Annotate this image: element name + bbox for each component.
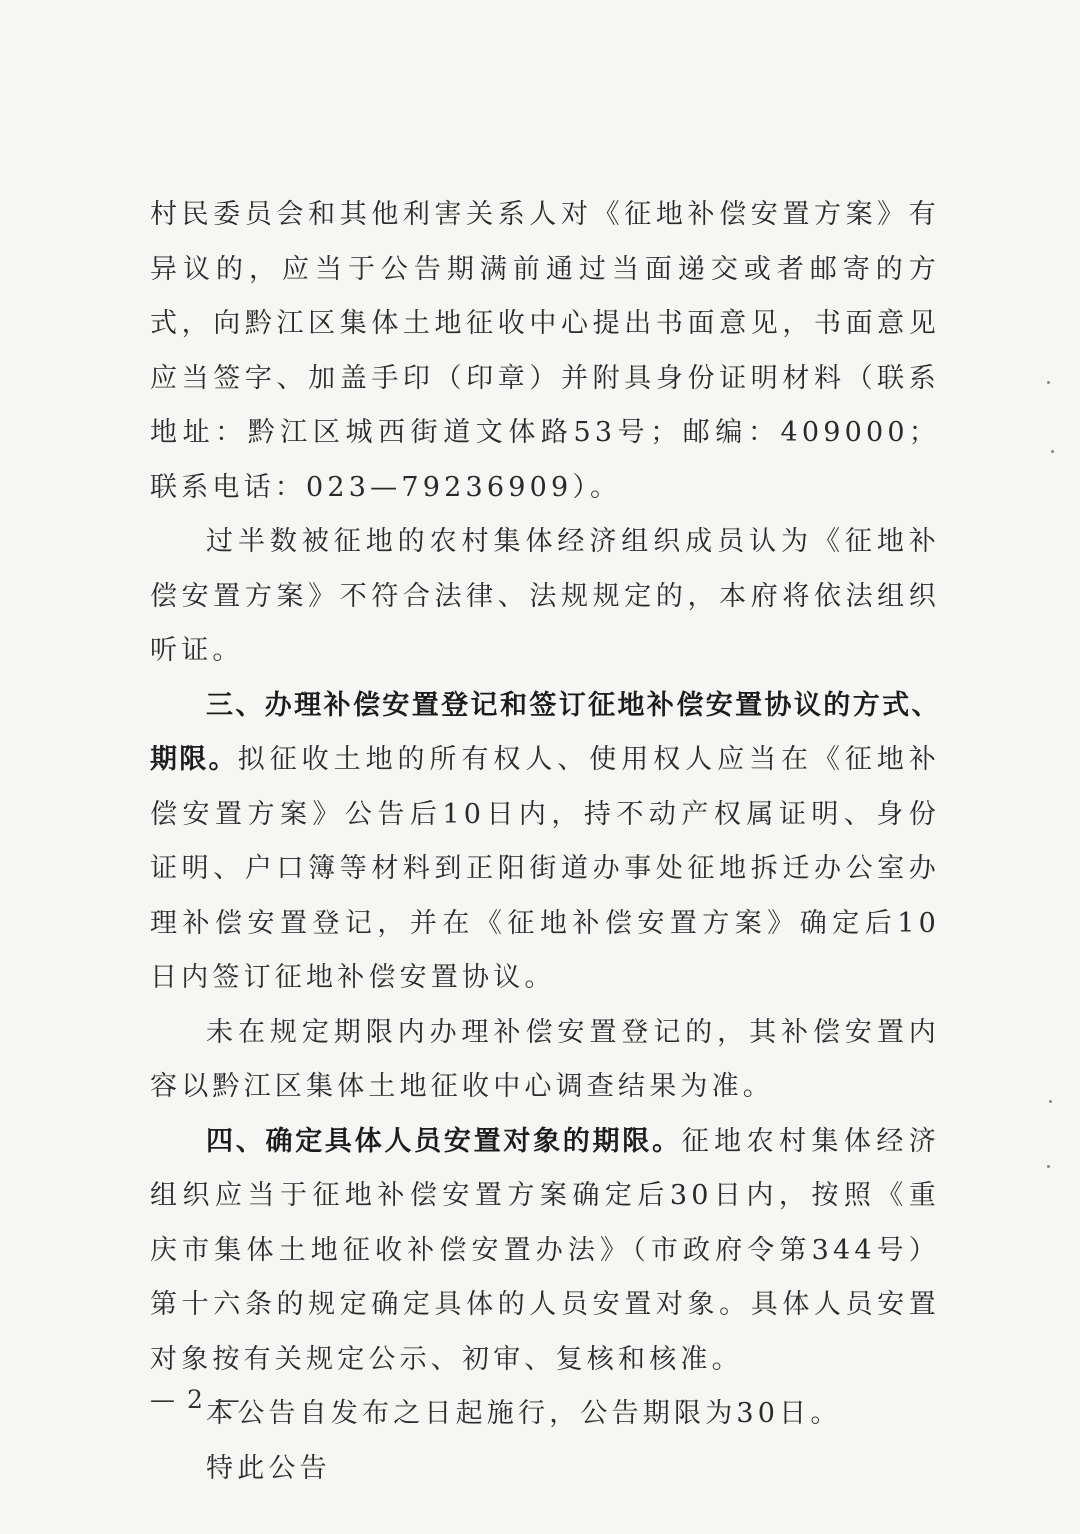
scan-speck [1051, 450, 1054, 453]
scan-speck [1047, 381, 1050, 384]
section-heading: 三、办理补偿安置登记和签订征地补偿安置协议的方式、期限。 [150, 689, 940, 775]
paragraph-objection-procedure [150, 188, 940, 515]
section-heading: 四、确定具体人员安置对象的期限。 [206, 1125, 682, 1157]
page-number: — 2 — [150, 1385, 242, 1414]
paragraph-text: 未在规定期限内办理补偿安置登记的，其补偿安置内容以黔江区集体土地征收中心调查结果为准。 [150, 1016, 940, 1102]
paragraph-text: 村民委员会和其他利害关系人对《征地补偿安置方案》有异议的，应当于公告期满前通过当面递交或者邮寄的方式，向黔江区集体土地征收中心提出书面意见，书面意见应当签字、加盖手印（印章）并附具身份证明材料（联系地址：黔江区城西街道文体路53号；邮编：409000；联系电话：023—79236909）。 [150, 199, 940, 503]
paragraph-text: 征地农村集体经济组织应当于征地补偿安置方案确定后30日内，按照《重庆市集体土地征收补偿安置办法》（市政府令第344号）第十六条的规定确定具体的人员安置对象。具体人员安置对象按有关规定公示、初审、复核和核准。 [150, 1125, 940, 1375]
paragraph-effective-date [150, 1387, 940, 1442]
paragraph-section-three [150, 679, 940, 1006]
paragraph-text: 特此公告 [206, 1452, 331, 1484]
paragraph-text: 本公告自发布之日起施行，公告期限为30日。 [206, 1398, 842, 1429]
document-body [150, 188, 940, 1496]
paragraph-hearing [150, 515, 940, 679]
scan-speck [1047, 1165, 1050, 1168]
paragraph-registration-deadline [150, 1006, 940, 1115]
paragraph-closing [150, 1442, 940, 1497]
scan-speck [1049, 1100, 1052, 1103]
paragraph-section-four [150, 1115, 940, 1388]
paragraph-text: 过半数被征地的农村集体经济组织成员认为《征地补偿安置方案》不符合法律、法规规定的，本府将依法组织听证。 [150, 526, 940, 666]
paragraph-text: 拟征收土地的所有权人、使用权人应当在《征地补偿安置方案》公告后10日内，持不动产权属证明、身份证明、户口簿等材料到正阳街道办事处征地拆迁办公室办理补偿安置登记，并在《征地补偿安置方案》确定后10日内签订征地补偿安置协议。 [150, 744, 940, 993]
